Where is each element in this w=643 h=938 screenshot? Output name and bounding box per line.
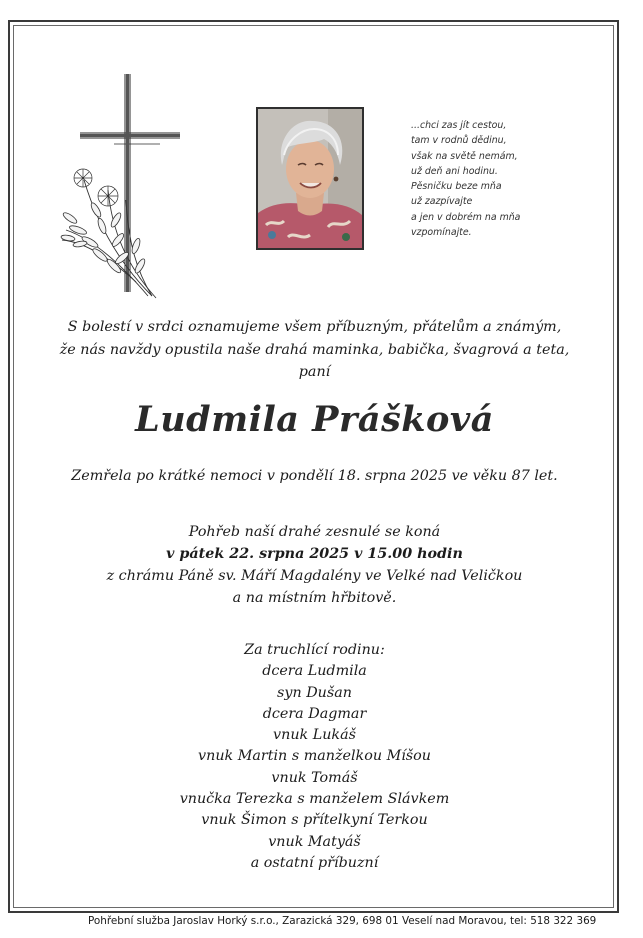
family-member: vnuk Lukáš (273, 727, 356, 744)
announcement-intro (0, 316, 629, 384)
family-member: vnuk Tomáš (271, 769, 358, 786)
poem-line: však na světě nemám, (411, 150, 518, 162)
intro-line: že nás navždy opustila naše drahá maminka, babička, švagrová a teta, (59, 341, 570, 358)
funeral-line: Pohřeb naší drahé zesnulé se koná (188, 524, 441, 540)
poem-line: už deň ani hodinu. (411, 165, 498, 177)
family-member: vnuk Šimon s přítelkyní Terkou (201, 812, 428, 829)
family-member: dcera Ludmila (262, 663, 367, 680)
family-member: dcera Dagmar (262, 705, 367, 722)
poem-line: ...chci zas jít cestou, (411, 120, 507, 131)
poem-line: tam v rodnů dědinu, (411, 135, 507, 147)
poem-line: Pěsničku beze mňa (411, 181, 502, 193)
family-member: vnuk Martin s manželkou Míšou (198, 748, 431, 765)
poem-line: a jen v dobrém na mňa (411, 211, 521, 223)
funeral-place: z chrámu Páně sv. Máří Magdalény ve Velké nad Veličkou (106, 568, 523, 584)
family-member: syn Dušan (277, 684, 352, 701)
deceased-name: Ludmila Prášková (135, 399, 494, 440)
funeral-service-footer: Pohřební služba Jaroslav Horký s.r.o., Zarazická 329, 698 01 Veselí nad Moravou, tel: 518 322 369 (88, 915, 597, 927)
intro-line: S bolestí v srdci oznamujeme všem příbuzným, přátelům a známým, (67, 319, 562, 335)
family-heading: Za truchlící rodinu: (244, 642, 385, 658)
intro-line: paní (298, 364, 331, 380)
funeral-info (0, 521, 629, 609)
funeral-cemetery: a na místním hřbitově. (232, 590, 397, 606)
family-member: a ostatní příbuzní (250, 854, 379, 871)
funeral-date-time: v pátek 22. srpna 2025 v 15.00 hodin (166, 546, 463, 562)
mourning-family (0, 640, 629, 874)
poem (411, 118, 611, 240)
poem-line: vzpomínajte. (411, 227, 472, 239)
cross-with-flowers-icon (56, 70, 186, 302)
family-member: vnučka Terezka s manželem Slávkem (179, 791, 450, 808)
family-member: vnuk Matyáš (268, 833, 361, 850)
death-info: Zemřela po krátké nemoci v pondělí 18. srpna 2025 ve věku 87 let. (71, 468, 558, 484)
portrait-photo (256, 107, 364, 250)
poem-line: už zazpívajte (411, 196, 473, 208)
